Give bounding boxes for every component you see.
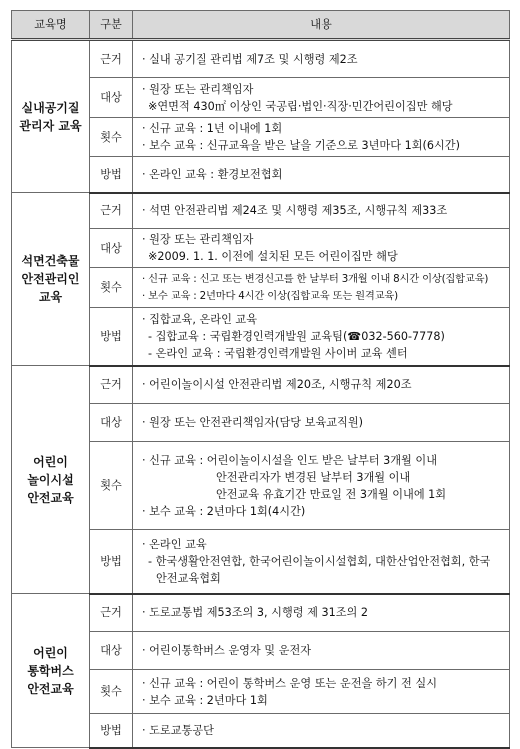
content-line: - 온라인 교육 : 국립환경인력개발원 사이버 교육 센터 — [148, 346, 408, 360]
content-cell — [133, 442, 510, 530]
content-line: · 원장 또는 안전관리책임자(담당 보육교직원) — [142, 416, 364, 429]
content-line: ※2009. 1. 1. 이전에 설치된 모든 어린이집만 해당 — [148, 250, 398, 263]
category-cell: 근거 — [90, 366, 133, 404]
category-cell: 대상 — [90, 632, 133, 670]
content-line: ※연면적 430㎡ 이상인 국공립·법인·직장·민간어린이집만 해당 — [148, 99, 453, 113]
category-cell: 횟수 — [90, 442, 133, 530]
category-cell: 대상 — [90, 229, 133, 268]
category-cell: 방법 — [90, 714, 133, 748]
education-name-line: 실내공기질 — [21, 100, 80, 115]
education-name-line: 어린이 — [33, 454, 68, 469]
content-line: · 신규 교육 : 어린이 통학버스 운영 또는 운전을 하기 전 실시 — [142, 676, 438, 690]
content-cell — [133, 157, 510, 193]
category-cell: 방법 — [90, 157, 133, 193]
category-cell: 근거 — [90, 193, 133, 229]
education-name-line: 통학버스 — [27, 663, 74, 678]
content-line: · 신규 교육 : 어린이놀이시설을 인도 받은 날부터 3개월 이내 — [142, 453, 438, 467]
content-line: · 도로교통법 제53조의 3, 시행령 제 31조의 2 — [142, 606, 369, 620]
content-line: · 어린이놀이시설 안전관리법 제20조, 시행규칙 제20조 — [142, 378, 412, 392]
content-line: · 도로교통공단 — [142, 723, 214, 737]
content-line: 안전교육협회 — [156, 571, 221, 585]
content-cell — [133, 40, 510, 78]
table-row — [12, 193, 510, 229]
content-line: · 보수 교육 : 2년마다 4시간 이상(집합교육 또는 원격교육) — [142, 289, 398, 302]
category-cell: 방법 — [90, 530, 133, 594]
education-name-line: 어린이 — [33, 645, 68, 660]
education-name-line: 놀이시설 — [27, 472, 74, 487]
header-category: 구분 — [90, 11, 133, 40]
content-line: · 온라인 교육 : 환경보전협회 — [142, 167, 283, 181]
table-row — [12, 594, 510, 632]
content-line: · 보수 교육 : 신규교육을 받은 날을 기준으로 3년마다 1회(6시간) — [142, 139, 460, 152]
education-name — [12, 40, 90, 193]
education-name-line: 안전교육 — [27, 681, 74, 696]
content-cell — [133, 670, 510, 714]
content-line: 안전교육 유효기간 만료일 전 3개월 이내에 1회 — [216, 487, 447, 501]
content-line: · 신규 교육 : 1년 이내에 1회 — [142, 122, 283, 135]
content-line: · 원장 또는 관리책임자 — [142, 233, 254, 246]
category-cell: 대상 — [90, 404, 133, 442]
content-line: · 신규 교육 : 신고 또는 변경신고를 한 날부터 3개월 이내 8시간 이상(집합교육) — [142, 272, 489, 285]
category-cell: 대상 — [90, 78, 133, 118]
content-line: · 석면 안전관리법 제24조 및 시행령 제35조, 시행규칙 제33조 — [142, 204, 448, 218]
content-cell — [133, 193, 510, 229]
content-line: · 어린이통학버스 운영자 및 운전자 — [142, 644, 312, 657]
content-line: · 집합교육, 온라인 교육 — [142, 312, 258, 326]
content-line: - 한국생활안전연합, 한국어린이놀이시설협회, 대한산업안전협회, 한국 — [148, 554, 491, 568]
content-line: · 보수 교육 : 2년마다 1회(4시간) — [142, 504, 306, 518]
education-name — [12, 366, 90, 594]
content-line: - 집합교육 : 국립환경인력개발원 교육팀(☎032-560-7778) — [148, 329, 445, 343]
education-name-line: 안전교육 — [27, 490, 74, 505]
education-name — [12, 193, 90, 366]
category-cell: 횟수 — [90, 670, 133, 714]
content-line: · 실내 공기질 관리법 제7조 및 시행령 제2조 — [142, 52, 358, 66]
table-row — [12, 366, 510, 404]
content-cell — [133, 632, 510, 670]
category-cell: 근거 — [90, 594, 133, 632]
content-cell — [133, 229, 510, 268]
education-name-line: 안전관리인 — [21, 272, 80, 286]
content-cell — [133, 118, 510, 157]
content-cell — [133, 78, 510, 118]
content-cell — [133, 714, 510, 748]
category-cell: 횟수 — [90, 118, 133, 157]
education-name-line: 석면건축물 — [21, 254, 80, 268]
content-line: · 온라인 교육 — [142, 537, 207, 551]
category-cell: 횟수 — [90, 268, 133, 308]
content-cell — [133, 268, 510, 308]
education-name — [12, 594, 90, 748]
category-cell: 근거 — [90, 40, 133, 78]
education-name-line: 관리자 교육 — [19, 118, 82, 133]
content-cell — [133, 404, 510, 442]
content-line: 안전관리자가 변경된 날부터 3개월 이내 — [216, 470, 411, 484]
content-cell — [133, 594, 510, 632]
header-content: 내용 — [133, 11, 510, 40]
education-table — [11, 10, 510, 749]
header-education-name: 교육명 — [12, 11, 90, 40]
content-cell — [133, 530, 510, 594]
table-row — [12, 40, 510, 78]
education-name-line: 교육 — [38, 290, 63, 304]
content-cell — [133, 308, 510, 366]
content-line: · 보수 교육 : 2년마다 1회 — [142, 693, 268, 707]
table-header-row — [12, 11, 510, 40]
content-line: · 원장 또는 관리책임자 — [142, 82, 254, 96]
category-cell: 방법 — [90, 308, 133, 366]
content-cell — [133, 366, 510, 404]
